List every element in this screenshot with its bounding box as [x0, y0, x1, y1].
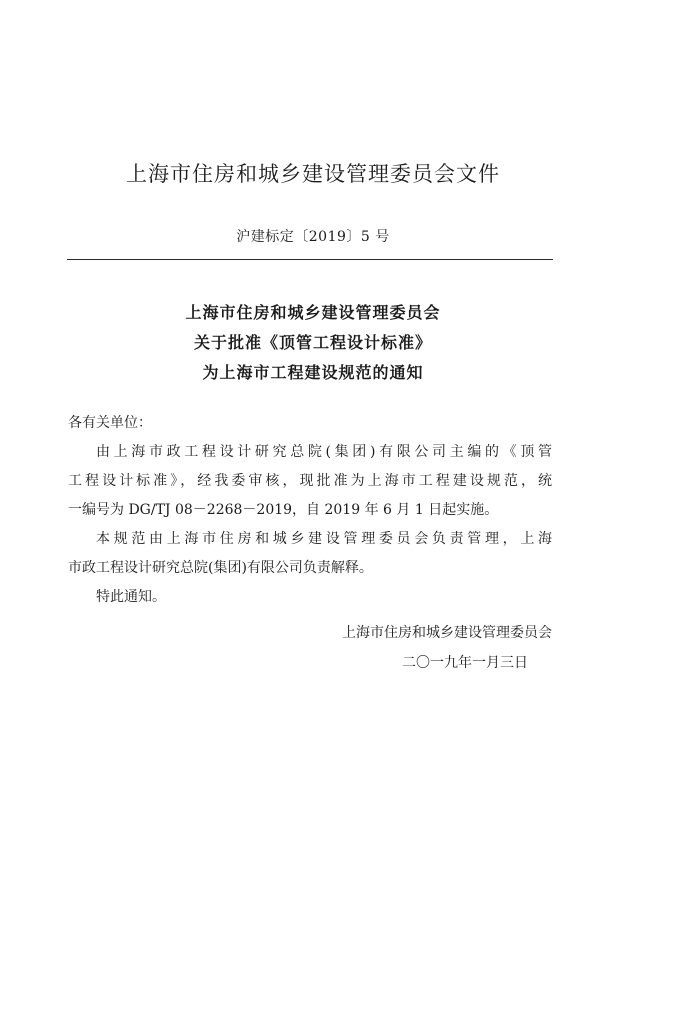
- signature-block: [292, 618, 552, 678]
- header-divider: [67, 259, 553, 260]
- issue-date: 二〇一九年一月三日: [402, 655, 528, 671]
- paragraph-2-line-2: 市政工程设计研究总院(集团)有限公司负责解释。: [68, 560, 373, 576]
- issuer-name: 上海市住房和城乡建设管理委员会: [342, 625, 552, 641]
- paragraph-1-line-1: 由上海市政工程设计研究总院(集团)有限公司主编的《顶管: [96, 444, 552, 460]
- paragraph-1-line-2: 工程设计标准》，经我委审核，现批准为上海市工程建设规范，统: [68, 473, 552, 489]
- paragraph-3-line-1: 特此通知。: [96, 589, 166, 605]
- notice-title: [0, 298, 626, 388]
- document-number: 沪建标定〔2019〕5 号: [236, 229, 390, 245]
- notice-title-line-2: 关于批准《顶管工程设计标准》: [193, 333, 432, 352]
- paragraph-1-line-3: 一编号为 DG/TJ 08－2268－2019，自 2019 年 6 月 1 日起实施。: [68, 502, 499, 518]
- notice-title-line-3: 为上海市工程建设规范的通知: [202, 363, 424, 382]
- notice-title-line-1: 上海市住房和城乡建设管理委员会: [185, 303, 441, 322]
- paragraph-2-line-1: 本规范由上海市住房和城乡建设管理委员会负责管理，上海: [96, 531, 552, 547]
- salutation: 各有关单位：: [68, 415, 152, 431]
- notice-body: [68, 409, 552, 612]
- document-header-title: 上海市住房和城乡建设管理委员会文件: [126, 162, 500, 186]
